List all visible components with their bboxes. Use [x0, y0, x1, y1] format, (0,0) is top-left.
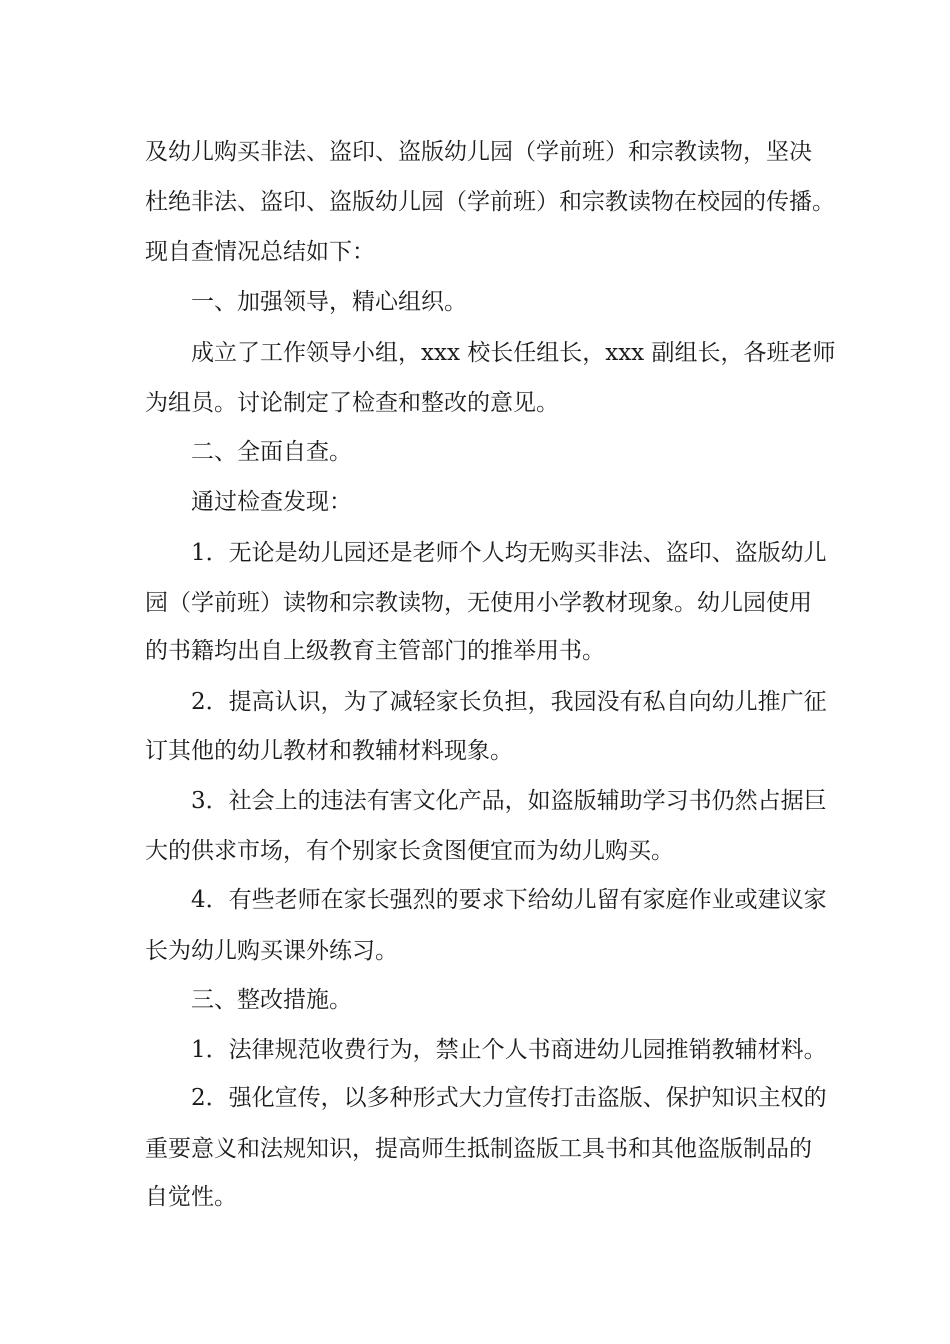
text-line: 长为幼儿购买课外练习。 — [145, 938, 398, 964]
text-line: 现自查情况总结如下： — [145, 239, 375, 265]
section-heading: 三、整改措施。 — [191, 987, 352, 1013]
text-line: 为组员。讨论制定了检查和整改的意见。 — [145, 390, 559, 416]
text-line: 及幼儿购买非法、盗印、盗版幼儿园（学前班）和宗教读物，坚决 — [145, 139, 812, 165]
text-line: 园（学前班）读物和宗教读物，无使用小学教材现象。幼儿园使用 — [145, 590, 812, 616]
section-heading: 二、全面自查。 — [191, 439, 352, 465]
text-line: 大的供求市场，有个别家长贪图便宜而为幼儿购买。 — [145, 838, 674, 864]
list-item: 3．社会上的违法有害文化产品，如盗版辅助学习书仍然占据巨 — [191, 788, 827, 814]
text-line: 的书籍均出自上级教育主管部门的推举用书。 — [145, 638, 605, 664]
text-line: 自觉性。 — [145, 1184, 237, 1210]
list-item: 2．强化宣传，以多种形式大力宣传打击盗版、保护知识主权的 — [191, 1085, 827, 1111]
list-item: 1．无论是幼儿园还是老师个人均无购买非法、盗印、盗版幼儿 — [191, 540, 827, 566]
text-line: 通过检查发现： — [191, 489, 352, 515]
list-item: 2．提高认识，为了减轻家长负担，我园没有私自向幼儿推广征 — [191, 689, 827, 715]
list-item: 4．有些老师在家长强烈的要求下给幼儿留有家庭作业或建议家 — [191, 887, 827, 913]
list-item: 1．法律规范收费行为，禁止个人书商进幼儿园推销教辅材料。 — [191, 1037, 827, 1063]
text-line: 杜绝非法、盗印、盗版幼儿园（学前班）和宗教读物在校园的传播。 — [145, 189, 835, 215]
text-line: 成立了工作领导小组，xxx 校长任组长，xxx 副组长，各班老师 — [191, 340, 836, 366]
section-heading: 一、加强领导，精心组织。 — [191, 289, 467, 315]
text-line: 订其他的幼儿教材和教辅材料现象。 — [145, 738, 513, 764]
text-line: 重要意义和法规知识，提高师生抵制盗版工具书和其他盗版制品的 — [145, 1136, 812, 1162]
